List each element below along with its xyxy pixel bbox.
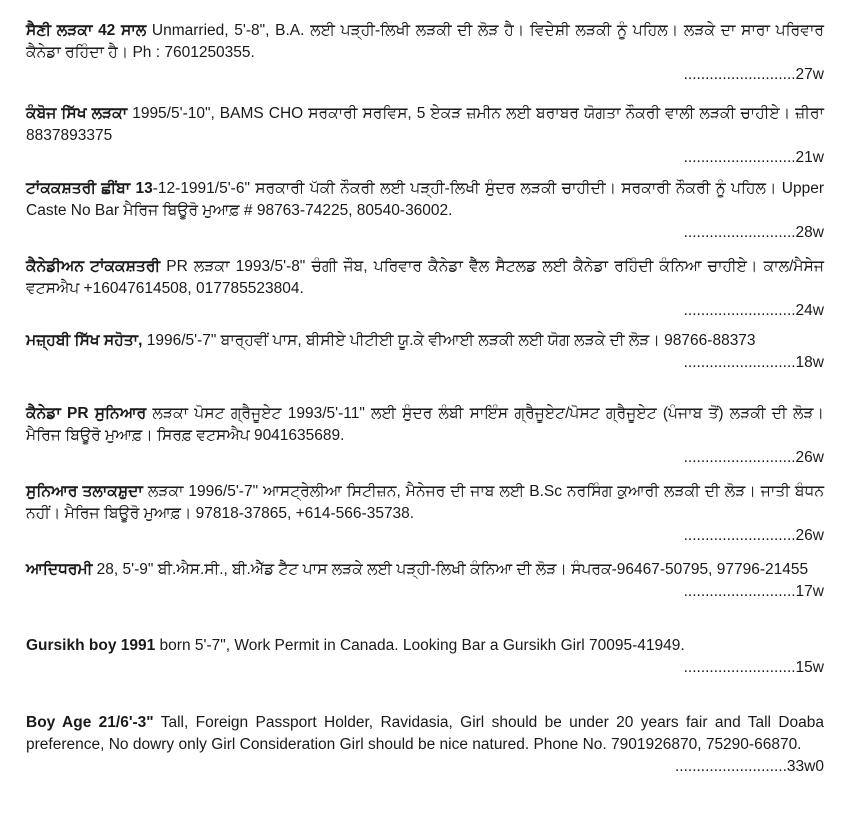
ad-code: ..........................27w (683, 66, 824, 83)
ad-heading: Boy Age 21/6'-3" (26, 714, 154, 731)
ad-heading: Gursikh boy 1991 (26, 637, 156, 654)
ad-body (26, 712, 824, 756)
ad-text: ਲੜਕਾ 1996/5'-7" ਆਸਟ੍ਰੇਲੀਆ ਸਿਟੀਜ਼ਨ, ਮੈਨੇਜਰ ਦੀ ਜਾਬ ਲਈ B.Sc ਨਰਸਿੰਗ ਕੁਆਰੀ ਲੜਕੀ ਦੀ ਲੋੜ। ਜਾਤੀ ਬੰਧਨ ਨਹੀਂ। ਮੈਰਿਜ ਬਿਊਰੋ ਮੁਆਫ਼। 97818-37865, +614-566-35738. (26, 483, 825, 522)
ad-text: born 5'-7", Work Permit in Canada. Looking Bar a Gursikh Girl 70095-41949. (155, 637, 685, 654)
ad-code: ..........................28w (683, 224, 824, 241)
ad-text: -12-1991/5'-6" ਸਰਕਾਰੀ ਪੱਕੀ ਨੌਕਰੀ ਲਈ ਪੜ੍ਹੀ-ਲਿਖੀ ਸੁੰਦਰ ਲੜਕੀ ਚਾਹੀਦੀ। ਸਰਕਾਰੀ ਨੌਕਰੀ ਨੂੰ ਪਹਿਲ। Upper Caste No Bar ਮੈਰਿਜ ਬਿਊਰੋ ਮੁਆਫ਼ # 98763-74225, 80540-36002. (26, 180, 824, 219)
classified-ad (26, 256, 824, 322)
ad-heading: ਸੈਣੀ ਲੜਕਾ 42 ਸਾਲ (26, 22, 147, 39)
classified-ad (26, 403, 824, 469)
ad-heading: ਸੁਨਿਆਰ ਤਲਾਕਸ਼ੁਦਾ (26, 483, 143, 500)
ad-heading: ਮਜ਼੍ਹਬੀ ਸਿੱਖ ਸਹੋਤਾ, (26, 332, 143, 349)
ad-code: ..........................26w (683, 527, 824, 544)
ad-heading: ਕੈਨੇਡਾ PR ਸੁਨਿਆਰ (26, 405, 147, 422)
ad-code: ..........................24w (683, 302, 824, 319)
ad-heading: ਕੈਨੇਡੀਅਨ ਟਾਂਕਕਸ਼ਤਰੀ (26, 258, 161, 275)
ad-body (26, 256, 824, 300)
classified-ad (26, 103, 824, 169)
classified-ad (26, 20, 824, 86)
classified-ad (26, 559, 824, 603)
ad-text: Unmarried, 5'-8", B.A. ਲਈ ਪੜ੍ਹੀ-ਲਿਖੀ ਲੜਕੀ ਦੀ ਲੋੜ ਹੈ। ਵਿਦੇਸ਼ੀ ਲੜਕੀ ਨੂੰ ਪਹਿਲ। ਲੜਕੇ ਦਾ ਸਾਰਾ ਪਰਿਵਾਰ ਕੈਨੇਡਾ ਰਹਿੰਦਾ ਹੈ। Ph : 7601250355. (26, 22, 824, 61)
ad-body (26, 481, 824, 525)
ad-heading: ਕੰਬੋਜ ਸਿੱਖ ਲੜਕਾ (26, 105, 128, 122)
ad-code: ..........................15w (683, 659, 824, 676)
ad-heading: ਆਦਿਧਰਮੀ (26, 561, 93, 578)
ad-body (26, 103, 824, 147)
ad-code: ..........................17w (683, 583, 824, 600)
ad-code: ..........................33w0 (674, 758, 824, 775)
ad-body (26, 403, 824, 447)
classified-ad (26, 330, 824, 374)
classified-ad (26, 481, 824, 547)
classified-ad (26, 712, 824, 778)
ad-code: ..........................21w (683, 149, 824, 166)
ad-text: 1995/5'-10", BAMS CHO ਸਰਕਾਰੀ ਸਰਵਿਸ, 5 ਏਕੜ ਜ਼ਮੀਨ ਲਈ ਬਰਾਬਰ ਯੋਗਤਾ ਨੌਕਰੀ ਵਾਲੀ ਲੜਕੀ ਚਾਹੀਏ। ਜ਼ੀਰਾ 8837893375 (26, 105, 824, 144)
ad-body (26, 330, 824, 352)
ad-code: ..........................18w (683, 354, 824, 371)
ad-heading: ਟਾਂਕਕਸ਼ਤਰੀ ਛੀਂਬਾ 13 (26, 180, 153, 197)
ad-text: PR ਲੜਕਾ 1993/5'-8" ਚੰਗੀ ਜੌਬ, ਪਰਿਵਾਰ ਕੈਨੇਡਾ ਵੈੱਲ ਸੈਟਲਡ ਲਈ ਕੈਨੇਡਾ ਰਹਿੰਦੀ ਕੰਨਿਆ ਚਾਹੀਏ। ਕਾਲ/ਮੈਸੇਜ ਵਟਸਐਪ +16047614508, 017785523804. (26, 258, 824, 297)
ad-text: 28, 5'-9" ਬੀ.ਐਸ.ਸੀ., ਬੀ.ਐੱਡ ਟੈੱਟ ਪਾਸ ਲੜਕੇ ਲਈ ਪੜ੍ਹੀ-ਲਿਖੀ ਕੰਨਿਆ ਦੀ ਲੋੜ। ਸੰਪਰਕ-96467-50795, 97796-21455 (92, 561, 809, 578)
classified-ad (26, 635, 824, 679)
classified-ad (26, 178, 824, 244)
ad-body (26, 635, 824, 657)
ad-code: ..........................26w (683, 449, 824, 466)
ad-body (26, 178, 824, 222)
ad-text: 1996/5'-7" ਬਾਰ੍ਹਵੀਂ ਪਾਸ, ਬੀਸੀਏ ਪੀਟੀਈ ਯੂ.ਕੇ ਵੀਆਈ ਲੜਕੀ ਲਈ ਯੋਗ ਲੜਕੇ ਦੀ ਲੋੜ। 98766-88373 (142, 332, 756, 349)
ad-text: ਲੜਕਾ ਪੋਸਟ ਗ੍ਰੈਜੂਏਟ 1993/5'-11" ਲਈ ਸੁੰਦਰ ਲੰਬੀ ਸਾਇੰਸ ਗ੍ਰੈਜੂਏਟ/ਪੋਸਟ ਗ੍ਰੈਜੂਏਟ (ਪੰਜਾਬ ਤੋਂ) ਲੜਕੀ ਦੀ ਲੋੜ। ਮੈਰਿਜ ਬਿਊਰੋ ਮੁਆਫ਼। ਸਿਰਫ਼ ਵਟਸਐਪ 9041635689. (26, 405, 824, 444)
ad-text: Tall, Foreign Passport Holder, Ravidasia, Girl should be under 20 years fair and Tall Doaba preference, No dowry only Girl Consideration Girl should be nice natured. Phone No. 7901926870, 75290-66870. (26, 714, 825, 753)
ad-body (26, 559, 824, 581)
ad-body (26, 20, 824, 64)
